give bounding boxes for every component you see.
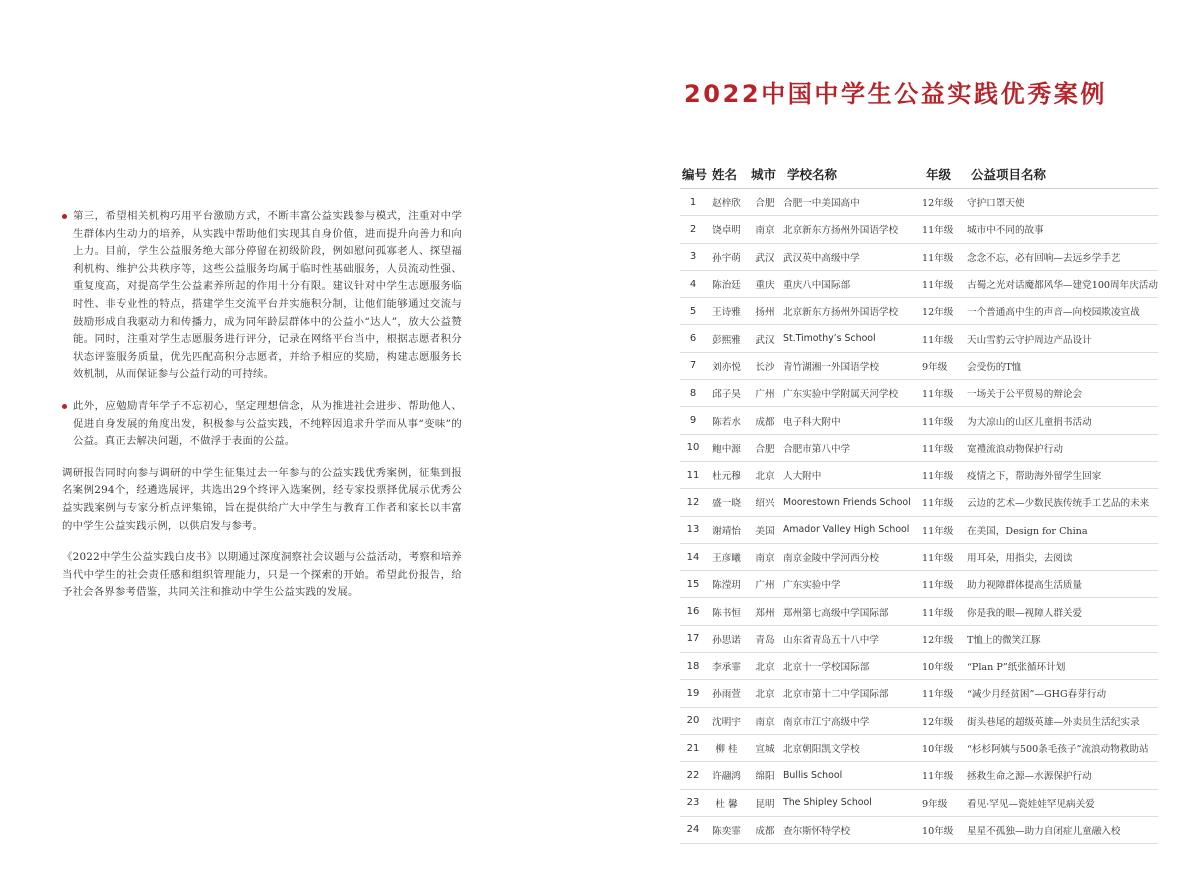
cell-city: 郑州 bbox=[755, 607, 775, 619]
cell-school: 北京十一学校国际部 bbox=[783, 662, 870, 674]
cell-school: 青竹湖湘一外国语学校 bbox=[783, 361, 879, 373]
table-body bbox=[680, 189, 1158, 844]
cell-city: 美国 bbox=[755, 525, 775, 537]
cell-grade: 11年级 bbox=[922, 607, 954, 619]
cell-project: 会受伤的T恤 bbox=[967, 361, 1022, 373]
cell-project: 古蜀之光对话魔都风华—建党100周年庆活动 bbox=[967, 280, 1158, 292]
cell-city: 南京 bbox=[755, 716, 775, 728]
cell-city: 宣城 bbox=[755, 744, 775, 756]
cell-name: 饶卓明 bbox=[712, 225, 741, 237]
body-paragraph bbox=[62, 549, 462, 602]
cell-grade: 11年级 bbox=[922, 389, 954, 401]
cell-city: 南京 bbox=[755, 553, 775, 564]
cell-project: 在美国，Design for China bbox=[967, 525, 1088, 537]
cell-no: 22 bbox=[686, 769, 700, 781]
cell-no: 20 bbox=[686, 715, 700, 727]
paragraph-text: 《2022中学生公益实践白皮书》以期通过深度洞察社会议题与公益活动，考察和培养当代中学生的社会责任感和组织管理能力，只是一个探索的开始。希望此份报告，给予社会各界参考借鉴，共同关注和推动中学生公益实践的发展。 bbox=[62, 551, 462, 599]
col-header-school: 学校名称 bbox=[787, 167, 838, 182]
table-row bbox=[680, 680, 1158, 707]
cell-name: 陈治廷 bbox=[712, 280, 741, 292]
cell-school: The Shipley School bbox=[783, 797, 872, 809]
cell-school: 北京市第十二中学国际部 bbox=[783, 689, 889, 701]
col-header-city: 城市 bbox=[751, 167, 777, 182]
cell-project: “减少月经贫困”—GHG春芽行动 bbox=[967, 689, 1107, 701]
cell-city: 北京 bbox=[755, 471, 775, 483]
col-header-grade: 年级 bbox=[926, 167, 952, 182]
cell-project: 为大凉山的山区儿童捐书活动 bbox=[967, 416, 1092, 428]
cell-school: 北京朝阳凯文学校 bbox=[783, 744, 860, 756]
cell-name: 邱子昊 bbox=[712, 389, 741, 401]
cell-grade: 12年级 bbox=[922, 198, 954, 210]
paragraph-text: 此外，应勉励青年学子不忘初心，坚定理想信念，从为推进社会进步、帮助他人、促进自身发展的角度出发，积极参与公益实践，不纯粹因追求升学而从事“变味”的公益。真正去解决问题，不做浮于表面的公益。 bbox=[73, 399, 462, 448]
cell-grade: 10年级 bbox=[922, 662, 954, 674]
cell-name: 李承霏 bbox=[712, 662, 741, 674]
body-paragraph bbox=[62, 398, 462, 451]
cell-grade: 11年级 bbox=[922, 471, 954, 483]
cell-no: 8 bbox=[689, 387, 697, 399]
cell-no: 11 bbox=[686, 469, 700, 481]
cell-no: 19 bbox=[686, 687, 700, 699]
cell-grade: 11年级 bbox=[922, 553, 954, 564]
cell-school: 人大附中 bbox=[783, 471, 822, 483]
table-row bbox=[680, 571, 1158, 598]
paragraph-text: 第三，希望相关机构巧用平台激励方式，不断丰富公益实践参与模式，注重对中学生群体内生动力的培养，从实践中帮助他们实现其自身价值，进而提升向善力和向上力。目前，学生公益服务绝大部分停留在初级阶段，例如慰问孤寡老人、探望福利机构、维护公共秩序等，这些公益服务均属于临时性基础服务，人员流动性强、重复度高，对提高学生公益素养所起的作用十分有限。建议针对中学生志愿服务临时性、非专业性的特点，搭建学生交流平台并实施积分制，让他们能够通过交流与鼓励形成自我驱动力和传播力，成为同年龄层群体中的公益小“达人”，放大公益赞能。同时，注重对学生志愿服务进行评分，记录在网络平台当中，根据志愿者积分状态评鉴服务质量，优先匹配高积分志愿者，并给予相应的奖励，构建志愿服务长效机制，从而保证参与公益行动的可持续。 bbox=[73, 210, 462, 381]
table-row bbox=[680, 216, 1158, 243]
cell-grade: 11年级 bbox=[922, 280, 954, 292]
cell-grade: 11年级 bbox=[922, 443, 954, 455]
cell-school: 查尔斯怀特学校 bbox=[783, 825, 851, 837]
cell-name: 陈滢玥 bbox=[712, 580, 741, 592]
table-row bbox=[680, 544, 1158, 571]
cell-project: 宽禮流浪动物保护行动 bbox=[967, 443, 1063, 455]
cell-no: 15 bbox=[686, 578, 700, 590]
table-row bbox=[680, 380, 1158, 407]
cell-name: 陈若水 bbox=[712, 416, 741, 428]
cell-grade: 11年级 bbox=[922, 334, 954, 346]
cell-city: 武汉 bbox=[755, 334, 775, 346]
cell-project: “杉杉阿姨与500条毛孩子”流浪动物救助站 bbox=[967, 744, 1149, 756]
cell-no: 9 bbox=[689, 415, 697, 427]
cell-city: 绍兴 bbox=[755, 498, 775, 510]
cell-no: 1 bbox=[689, 196, 697, 208]
cell-name: 彭熙雅 bbox=[712, 334, 741, 346]
cell-name: 盛一晓 bbox=[712, 498, 741, 510]
cell-grade: 12年级 bbox=[922, 307, 954, 319]
cell-no: 4 bbox=[689, 278, 697, 290]
cell-grade: 10年级 bbox=[922, 744, 954, 756]
cell-name: 王彦曦 bbox=[712, 553, 741, 564]
cell-school: 北京新东方扬州外国语学校 bbox=[783, 307, 899, 319]
cell-no: 13 bbox=[686, 524, 700, 536]
cell-city: 合肥 bbox=[755, 443, 775, 455]
cell-project: 守护口罩天使 bbox=[967, 198, 1025, 210]
cell-grade: 11年级 bbox=[922, 498, 954, 510]
cell-project: “Plan P”纸张循环计划 bbox=[967, 662, 1066, 674]
cell-grade: 9年级 bbox=[922, 798, 948, 810]
cell-city: 合肥 bbox=[755, 198, 775, 210]
page-title: 2022中国中学生公益实践优秀案例 bbox=[684, 80, 1107, 108]
cell-city: 武汉 bbox=[755, 252, 775, 264]
cell-no: 14 bbox=[686, 551, 700, 563]
cell-name: 陈书恒 bbox=[712, 607, 741, 619]
cell-city: 广州 bbox=[755, 580, 775, 592]
cell-city: 青岛 bbox=[755, 634, 775, 646]
table-row bbox=[680, 708, 1158, 735]
cell-school: 郑州第七高级中学国际部 bbox=[783, 607, 889, 619]
cell-school: Amador Valley High School bbox=[783, 524, 910, 536]
cell-project: 看见·罕见—瓷娃娃罕见病关爱 bbox=[967, 798, 1095, 810]
cell-school: 电子科大附中 bbox=[783, 416, 841, 428]
cell-name: 杜元穆 bbox=[712, 471, 741, 483]
table-row bbox=[680, 489, 1158, 516]
cell-school: 广东实验中学附属天河学校 bbox=[783, 389, 899, 401]
col-header-no: 编号 bbox=[682, 167, 708, 182]
cell-project: 一个普通高中生的声音—向校园欺凌宣战 bbox=[967, 307, 1140, 319]
cell-project: 用耳朵，用指尖，去阅读 bbox=[967, 553, 1073, 564]
cell-name: 谢靖怡 bbox=[712, 525, 741, 537]
table-row bbox=[680, 271, 1158, 298]
cell-project: 云边的艺术—少数民族传统手工艺品的未来 bbox=[967, 498, 1150, 510]
cell-school: 合肥一中美国高中 bbox=[783, 198, 860, 210]
cell-project: 一场关于公平贸易的辩论会 bbox=[967, 389, 1083, 401]
cell-no: 10 bbox=[686, 442, 700, 454]
cell-no: 21 bbox=[686, 742, 700, 754]
cell-name: 许翮鸿 bbox=[712, 771, 741, 783]
cell-school: St.Timothy’s School bbox=[783, 333, 876, 345]
cell-name: 孙雨萱 bbox=[712, 689, 741, 701]
table-row bbox=[680, 790, 1158, 817]
body-paragraph bbox=[62, 208, 462, 384]
cell-name: 杜 馨 bbox=[715, 798, 738, 810]
cell-no: 18 bbox=[686, 660, 700, 672]
cell-school: Bullis School bbox=[783, 769, 843, 781]
cell-no: 5 bbox=[689, 305, 697, 317]
cell-school: Moorestown Friends School bbox=[783, 496, 911, 508]
cell-name: 陈奕霏 bbox=[712, 825, 741, 837]
cell-grade: 11年级 bbox=[922, 771, 954, 783]
col-header-name: 姓名 bbox=[712, 167, 738, 182]
cell-name: 沈明宇 bbox=[712, 716, 741, 728]
table-row bbox=[680, 517, 1158, 544]
table-row bbox=[680, 407, 1158, 434]
body-paragraph bbox=[62, 465, 462, 535]
cell-city: 北京 bbox=[755, 662, 775, 674]
table-row bbox=[680, 598, 1158, 625]
cell-name: 鲍中源 bbox=[712, 443, 741, 455]
table-row bbox=[680, 435, 1158, 462]
cell-project: 疫情之下，帮助海外留学生回家 bbox=[967, 471, 1102, 483]
cell-school: 山东省青岛五十八中学 bbox=[783, 634, 879, 646]
cell-no: 12 bbox=[686, 496, 700, 508]
cell-project: 你是我的眼—视障人群关爱 bbox=[967, 607, 1083, 619]
cell-name: 柳 桂 bbox=[715, 744, 738, 756]
cell-project: 星星不孤独—助力自闭症儿童融入校 bbox=[967, 825, 1121, 837]
bullet-dot-icon bbox=[62, 214, 67, 219]
table-row bbox=[680, 653, 1158, 680]
table-header bbox=[680, 160, 1158, 189]
cell-school: 南京市江宁高级中学 bbox=[783, 716, 870, 728]
cell-city: 昆明 bbox=[755, 798, 775, 810]
table-row bbox=[680, 817, 1158, 844]
cell-no: 7 bbox=[689, 360, 697, 372]
cell-project: 天山雪豹云守护周边产品设计 bbox=[967, 334, 1092, 346]
cell-school: 合肥市第八中学 bbox=[783, 443, 851, 455]
table-row bbox=[680, 353, 1158, 380]
table-row bbox=[680, 325, 1158, 352]
cases-table bbox=[680, 160, 1158, 844]
cell-no: 23 bbox=[686, 797, 700, 809]
cell-city: 成都 bbox=[755, 416, 775, 428]
table-row bbox=[680, 189, 1158, 216]
table-row bbox=[680, 298, 1158, 325]
table-row bbox=[680, 762, 1158, 789]
cell-city: 扬州 bbox=[755, 307, 775, 319]
cell-grade: 11年级 bbox=[922, 416, 954, 428]
table-row bbox=[680, 244, 1158, 271]
cell-no: 17 bbox=[686, 633, 700, 645]
cell-grade: 9年级 bbox=[922, 361, 948, 373]
cell-grade: 10年级 bbox=[922, 825, 954, 837]
left-page-body bbox=[62, 208, 462, 616]
cell-name: 王诗雅 bbox=[712, 307, 741, 319]
cell-name: 孙思诺 bbox=[712, 634, 741, 646]
cell-no: 16 bbox=[686, 606, 700, 618]
col-header-project: 公益项目名称 bbox=[971, 167, 1047, 182]
cell-grade: 11年级 bbox=[922, 689, 954, 701]
cell-project: T恤上的微笑江豚 bbox=[967, 634, 1041, 646]
cell-grade: 11年级 bbox=[922, 580, 954, 592]
cell-grade: 11年级 bbox=[922, 252, 954, 264]
cell-project: 念念不忘，必有回响—去远乡学手艺 bbox=[967, 252, 1121, 264]
cell-school: 重庆八中国际部 bbox=[783, 280, 851, 292]
cell-city: 北京 bbox=[755, 689, 775, 701]
cell-grade: 12年级 bbox=[922, 716, 954, 728]
cell-grade: 11年级 bbox=[922, 225, 954, 237]
cell-school: 北京新东方扬州外国语学校 bbox=[783, 225, 899, 237]
bullet-dot-icon bbox=[62, 404, 67, 409]
cell-school: 南京金陵中学河西分校 bbox=[783, 553, 879, 564]
cell-grade: 11年级 bbox=[922, 525, 954, 537]
table-row bbox=[680, 462, 1158, 489]
cell-no: 3 bbox=[689, 251, 697, 263]
cell-city: 广州 bbox=[755, 389, 775, 401]
cell-project: 拯救生命之源—水源保护行动 bbox=[967, 771, 1092, 783]
cell-city: 长沙 bbox=[755, 361, 775, 373]
cell-city: 重庆 bbox=[755, 280, 775, 292]
cell-project: 助力视障群体提高生活质量 bbox=[967, 580, 1083, 592]
cell-city: 绵阳 bbox=[755, 771, 775, 783]
cell-name: 赵梓欣 bbox=[712, 198, 741, 210]
cell-city: 成都 bbox=[755, 825, 775, 837]
cell-name: 孙宇萌 bbox=[712, 252, 741, 264]
cell-city: 南京 bbox=[755, 225, 775, 237]
cell-no: 2 bbox=[689, 223, 697, 235]
cell-grade: 12年级 bbox=[922, 634, 954, 646]
cell-name: 刘亦悦 bbox=[712, 361, 741, 373]
cell-school: 武汉英中高级中学 bbox=[783, 252, 860, 264]
cell-no: 6 bbox=[689, 333, 697, 345]
paragraph-text: 调研报告同时向参与调研的中学生征集过去一年参与的公益实践优秀案例，征集到报名案例294个，经遴选展评，共选出29个终评入选案例，经专家投票择优展示优秀公益实践案例与专家分析点评集锦，旨在提供给广大中学生与教育工作者和家长以丰富的中学生公益实践示例，以供启发与参考。 bbox=[62, 466, 462, 532]
table-row bbox=[680, 735, 1158, 762]
cell-no: 24 bbox=[686, 824, 700, 836]
cell-project: 城市中不同的故事 bbox=[967, 225, 1044, 237]
cell-project: 街头巷尾的超级英雄—外卖员生活纪实录 bbox=[967, 716, 1140, 728]
table-row bbox=[680, 626, 1158, 653]
cell-school: 广东实验中学 bbox=[783, 580, 841, 592]
